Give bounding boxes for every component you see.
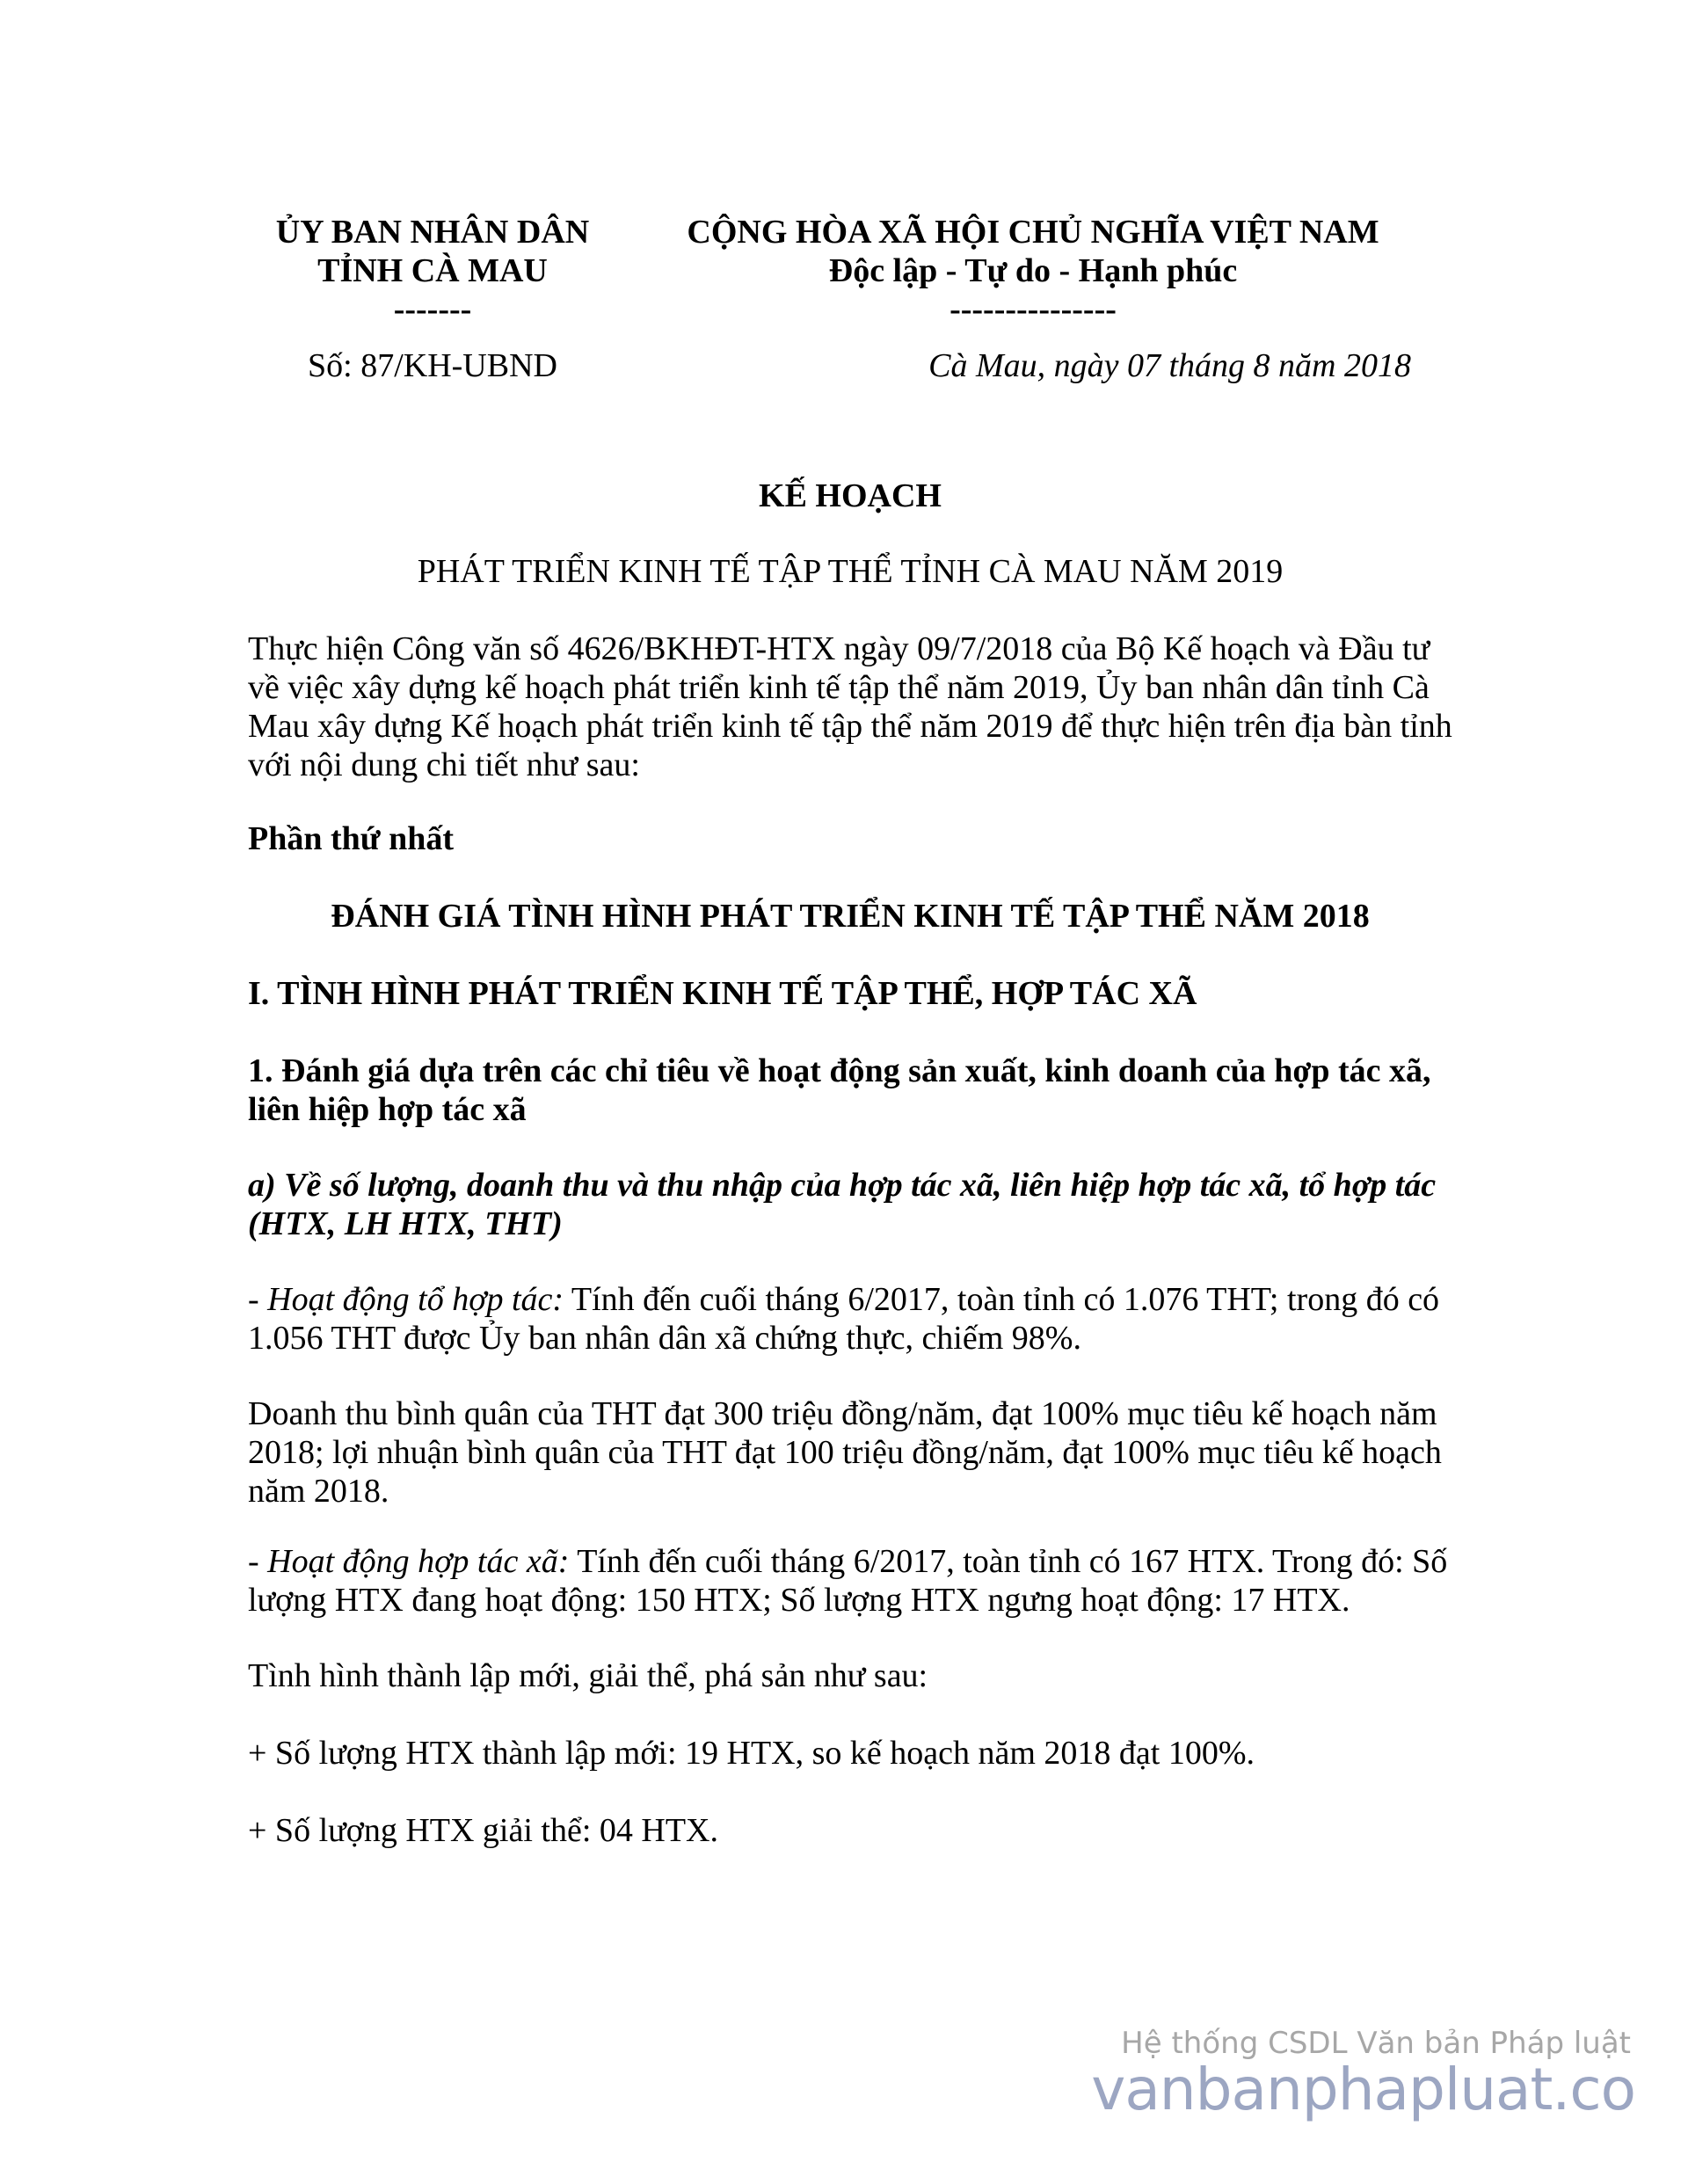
doc-subtitle: PHÁT TRIỂN KINH TẾ TẬP THỂ TỈNH CÀ MAU NĂM 2019 bbox=[417, 553, 1284, 590]
nation-line1: CỘNG HÒA XÃ HỘI CHỦ NGHĨA VIỆT NAM bbox=[687, 214, 1379, 251]
tht-paragraph bbox=[248, 1280, 1452, 1358]
tht-lead: - Hoạt động tổ hợp tác: bbox=[248, 1281, 564, 1318]
nation-motto: Độc lập - Tự do - Hạnh phúc bbox=[828, 252, 1238, 289]
agency-line2: TỈNH CÀ MAU bbox=[317, 252, 548, 289]
intro-paragraph: Thực hiện Công văn số 4626/BKHĐT-HTX ngày 09/7/2018 của Bộ Kế hoạch và Đầu tư về việc xây dựng kế hoạch phát triển kinh tế tập thể năm 2019, Ủy ban nhân dân tỉnh Cà Mau xây dựng Kế hoạch phát triển kinh tế tập thể năm 2019 để thực hiện trên địa bàn tỉnh với nội dung chi tiết như sau: bbox=[248, 630, 1452, 783]
htx-paragraph bbox=[248, 1542, 1452, 1620]
section-heading: I. TÌNH HÌNH PHÁT TRIỂN KINH TẾ TẬP THỂ, HỢP TÁC XÃ bbox=[248, 975, 1197, 1012]
doc-number: Số: 87/KH-UBND bbox=[308, 347, 557, 384]
subsection-heading: 1. Đánh giá dựa trên các chỉ tiêu về hoạt động sản xuất, kinh doanh của hợp tác xã, liên hiệp hợp tác xã bbox=[248, 1052, 1431, 1128]
revenue-paragraph: Doanh thu bình quân của THT đạt 300 triệu đồng/năm, đạt 100% mục tiêu kế hoạch năm 2018; lợi nhuận bình quân của THT đạt 100 triệu đồng/năm, đạt 100% mục tiêu kế hoạch năm 2018. bbox=[248, 1395, 1442, 1510]
doc-title: KẾ HOẠCH bbox=[759, 477, 942, 514]
place-date: Cà Mau, ngày 07 tháng 8 năm 2018 bbox=[928, 347, 1411, 384]
list-item-new: + Số lượng HTX thành lập mới: 19 HTX, so kế hoạch năm 2018 đạt 100%. bbox=[248, 1735, 1255, 1772]
watermark-domain: vanbanphapluat.co bbox=[1091, 2056, 1635, 2123]
agency-line1: ỦY BAN NHÂN DÂN bbox=[275, 214, 590, 251]
status-paragraph: Tình hình thành lập mới, giải thể, phá sản như sau: bbox=[248, 1657, 928, 1694]
agency-separator: ------- bbox=[393, 291, 472, 328]
nation-block bbox=[651, 213, 1415, 329]
watermark-line1: Hệ thống CSDL Văn bản Pháp luật bbox=[1121, 2026, 1631, 2061]
subsection-a-heading: a) Về số lượng, doanh thu và thu nhập của hợp tác xã, liên hiệp hợp tác xã, tổ hợp tác (HTX, LH HTX, THT) bbox=[248, 1167, 1437, 1242]
nation-separator: --------------- bbox=[950, 291, 1117, 328]
tht-text: Tính đến cuối tháng 6/2017, toàn tỉnh có 1.076 THT; trong đó có 1.056 THT được Ủy ban nhân dân xã chứng thực, chiếm 98%. bbox=[248, 1281, 1440, 1357]
list-item-dissolved: + Số lượng HTX giải thể: 04 HTX. bbox=[248, 1812, 718, 1849]
part-label: Phần thứ nhất bbox=[248, 820, 454, 857]
htx-text: Tính đến cuối tháng 6/2017, toàn tỉnh có 167 HTX. Trong đó: Số lượng HTX đang hoạt động: 150 HTX; Số lượng HTX ngưng hoạt động: 17 HTX. bbox=[248, 1543, 1448, 1619]
agency-block bbox=[230, 213, 635, 329]
htx-lead: - Hoạt động hợp tác xã: bbox=[248, 1543, 570, 1580]
part-title: ĐÁNH GIÁ TÌNH HÌNH PHÁT TRIỂN KINH TẾ TẬP THỂ NĂM 2018 bbox=[331, 898, 1370, 935]
